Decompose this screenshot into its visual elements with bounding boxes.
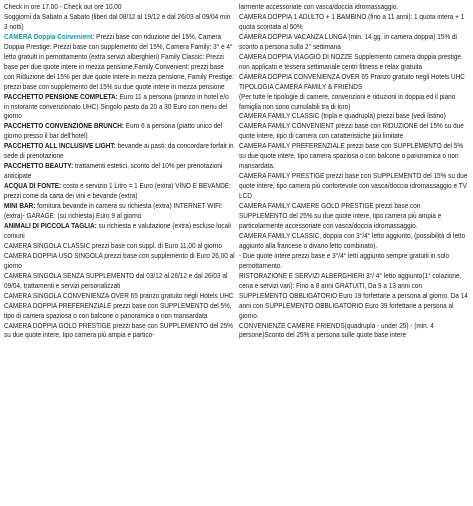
minibar-body: fornitura bevande in camera su richiesta (extra) INTERNET WIFI: (extra)- GARAGE: (su richiesta) Euro 9 al giorno [4,201,223,221]
convenient-body: Prezzi base con riduzione del 15%, Camera Doppia Prestige: Prezzi base con supplemento del 15%, Camera Family: 3° e 4° letto gratuiti in pernottamento (extra servizi alberghieri) Family Classic: Prezzi base per due quote intere in mezza pensione,Family Convenient: prezzi base con Riduzione del 15% per due quote intere in mezza pensione, Family Prestige: prezzi base con supplemento del 15% su due quote intere in mezza pensione [4,31,234,91]
doppia-gold-prestige-text: CAMERA DOPPIA GOLD PRESTIGE prezzi base con SUPPLEMENTO del 25% su due quote intere, tipo camera più ampia e partico- [4,320,233,340]
doppia-uso-singola-text: CAMERA DOPPIA USO SINGOLA prezzi base con supplemento di Euro 26,00 al giorno [4,250,235,270]
family-preferenziale-text: CAMERA FAMILY PREFERENZIALE prezzi base con SUPPLEMENTO del 5% su due quote intere, tipo camera spaziosa o con balcone o panoramica o non mansardata. [239,141,464,171]
gold-prestige-continuation: larmente accessoriate con vasca/doccia idromassaggio. [239,2,399,11]
doppia-preferenziale-text: CAMERA DOPPIA PREFERENZIALE prezzi base con SUPPLEMENTO del 5%, tipo di camera spaziosa o con balcone o panoramica o non mansardata [4,300,232,320]
doppia-vacanza-lunga-text: CAMERA DOPPIA VACANZA LUNGA (min. 14 gg. in camera doppia) 15% di sconto a persona sulla 2° settimana [239,31,457,51]
singola-over65-text: CAMERA SINGOLA CONVENIENZA OVER 65 pranzo gratuito negli Hotels UHC [4,290,234,300]
family-friends-heading: TIPOLOGIA CAMERA FAMILY & FRIENDS [239,81,363,91]
inclusive-body: bevande ai pasti: da concordare forfait in sede di prenotazione [4,141,234,161]
animali-heading: ANIMALI DI PICCOLA TAGLIA: [4,220,97,230]
beauty-body: trattamenti estetici, sconto del 10% per prenotazioni anticipate [4,161,223,181]
animali-paragraph [4,221,235,241]
due-quote-intere-text: - Due quote intere prezzi base e 3°/4° letti aggiunto sempre gratuiti in solo pernottamento. [239,250,450,270]
family-convenient-text: CAMERA FAMILY CONVENIENT prezzi base con RIDUZIONE del 15% su due quote intere, tipo di camera con caratteristiche più limitate [239,121,464,141]
acqua-paragraph [4,181,235,201]
doppia-over65-text: CAMERA DOPPIA CONVENIENZA OVER 65 Pranzo gratuito negli Hotels UHC [239,71,465,81]
minibar-paragraph [4,201,235,221]
family-friends-note: (Per tutte le tipologie di camere, convenzioni e riduzioni in doppia ed il piano famiglia non sono cumulabili tra di loro) [239,91,456,111]
brunch-body: Euro 6 a persona (piatto unico del giorno presso il bar dell'hotel) [4,121,223,141]
minibar-heading: MINI BAR: [4,201,36,211]
brunch-paragraph [4,121,235,141]
soggiorni-text: Soggiorni da Sabato a Sabato (liberi dal 08/12 al 19/12 e dal 26/03 al 09/04 min 3 notti) [4,11,231,31]
family-classic-letto-text: CAMERA FAMILY CLASSIC, doppia con 3°/4° letto aggiunto, (possibilità di letto aggiunto alla francese o divano letto combinato). [239,230,466,250]
right-column [239,2,470,340]
singola-senza-supplemento-text: CAMERA SINGOLA SENZA SUPPLEMENTO dal 03/12 al 26/12 e dal 26/03 al 09/04, trattamenti e servizi personalizzati [4,270,228,290]
convenient-heading: CAMERA Doppia Convenient: [4,31,95,41]
brunch-heading: PACCHETTO CONVENZIONE BRUNCH: [4,121,124,131]
completa-body: Euro 11 a persona (pranzo in hotel e/o in ristorante convenzionato UHC) Singolo pasto da 20 a 30 Euro con menu del giorno [4,91,229,121]
inclusive-paragraph [4,141,235,161]
completa-paragraph [4,92,235,122]
family-gold-prestige-text: CAMERA FAMILY CAMERE GOLD PRESTIGE prezzi base con SUPPLEMENTO del 25% su due quote intere, tipo camera più ampia e particolarmente accessoriate con vasca/doccia idromassaggio. [239,201,442,230]
doppia-adulto-bambino-text: CAMERA DOPPIA 1 ADULTO + 1 BAMBINO (fino a 11 anni): 1 quota intera + 1 quota scontata al 50% [239,11,465,31]
doppia-viaggio-nozze-text: CAMERA DOPPIA VIAGGIO DI NOZZE Supplemento camera doppia prestige non applicato e tessera settimanale centri fitness e relax gratuita [239,51,461,71]
beauty-paragraph [4,161,235,181]
family-classic-text: CAMERA FAMILY CLASSIC (tripla e quadrupla) prezzi base (vedi listino) [239,111,446,121]
family-prestige-text: CAMERA FAMILY PRESTIGE prezzi base con SUPPLEMENTO del 15% su due quote intere, tipo camera più confortevole con vasca/doccia idromassaggio e TV LCD [239,171,468,201]
convenient-paragraph [4,32,235,92]
singola-classic-text: CAMERA SINGOLA CLASSIC prezzi base con suppl. di Euro 11,00 al giorno [4,240,222,250]
animali-body: su richiesta e valutazione (extra) escluso locali comuni [4,220,231,240]
acqua-body: costo e servizio 1 Litro = 1 Euro (extra) VINO E BEVANDE: prezzi come da carta dei vini e bevande (extra) [4,181,231,201]
inclusive-heading: PACCHETTO ALL INCLUSIVE LIGHT: [4,141,116,151]
camere-friends-text: CONVENIENZE CAMERE FRIENDS(quadrupla - under 25) - (min. 4 persone)Sconto del 25% a persona sulle quote base intere [239,320,434,340]
beauty-heading: PACCHETTO BEAUTY: [4,161,74,171]
completa-heading: PACCHETTO PENSIONE COMPLETA: [4,91,118,101]
left-column [4,2,235,340]
ristorazione-text: RISTORAZIONE E SERVIZI ALBERGHIERI 3°/ 4° letto aggiunto(1° colazione, cena e servizi vari): Fino a 8 anni GRATUITI, Da 9 a 13 anni con SUPPLEMENTO OBBLIGATORIO Euro 19 forfettarie a persona al giorno. Da 14 anni con SUPPLEMENTO OBBLIGATORIO Euro 39 forfettarie a persona al giorno. [239,270,468,320]
acqua-heading: ACQUA DI FONTE: [4,181,62,191]
checkin-text: Check in ore 17.00 - Check out ore 10.00 [4,2,122,11]
